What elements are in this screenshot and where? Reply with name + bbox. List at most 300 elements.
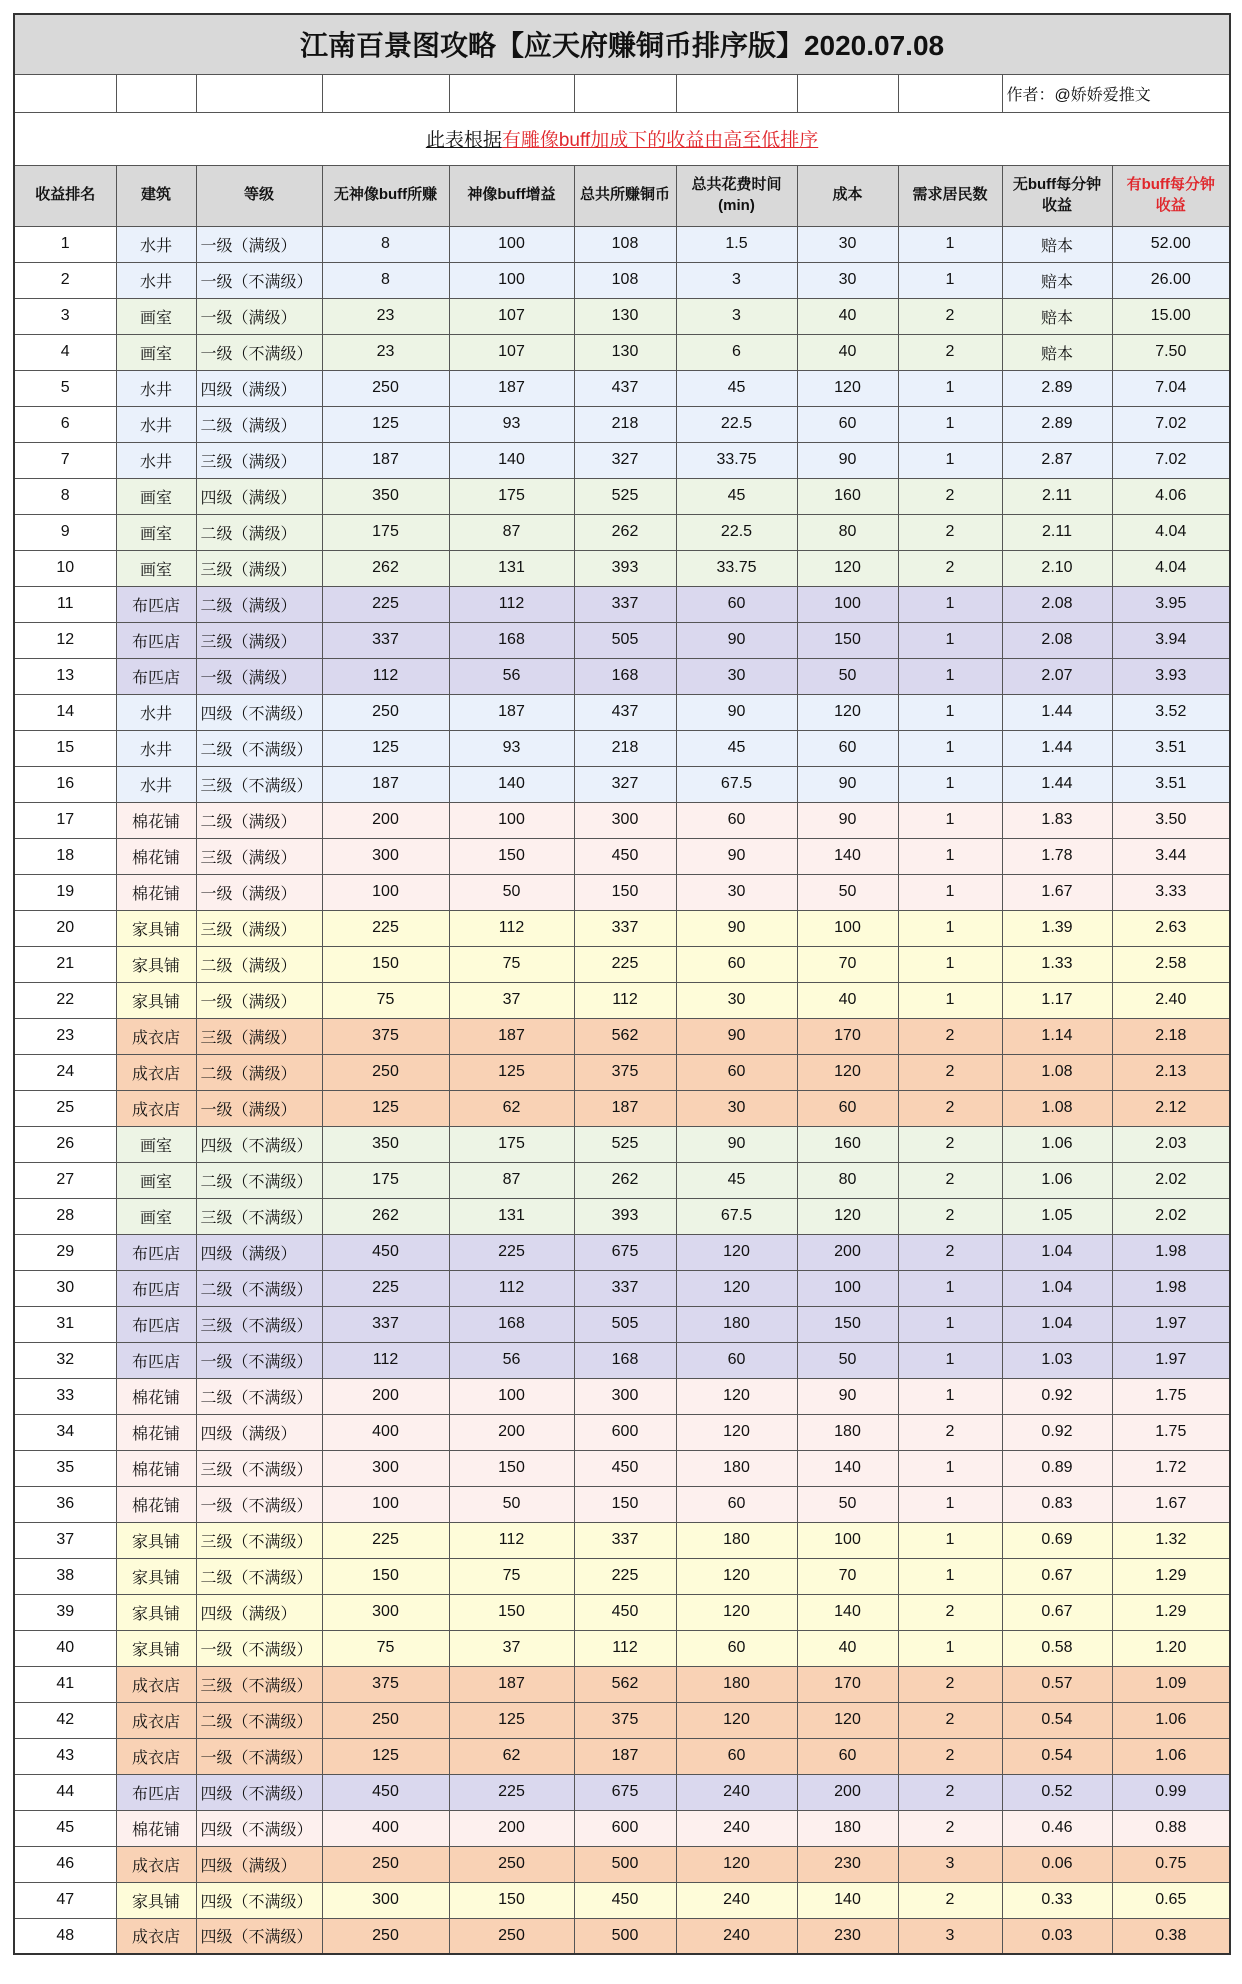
cell-statue-bonus: 93 (449, 730, 574, 766)
cell-building: 成衣店 (116, 1702, 196, 1738)
cell-building: 布匹店 (116, 658, 196, 694)
cell-total-coins: 562 (574, 1666, 676, 1702)
cell-total-time: 90 (676, 1018, 797, 1054)
cell-rate-no-buff: 1.04 (1002, 1234, 1112, 1270)
cell-statue-bonus: 56 (449, 658, 574, 694)
cell-rank: 6 (14, 406, 116, 442)
cell-rate-with-buff: 2.63 (1112, 910, 1230, 946)
cell-base-earnings: 450 (322, 1234, 449, 1270)
table-row (14, 1666, 1230, 1702)
cell-total-coins: 112 (574, 1630, 676, 1666)
cell-base-earnings: 250 (322, 1702, 449, 1738)
empty-cell (898, 74, 1002, 112)
cell-rate-with-buff: 2.03 (1112, 1126, 1230, 1162)
table-note (14, 112, 1230, 165)
cell-cost: 50 (797, 1342, 898, 1378)
cell-base-earnings: 300 (322, 1450, 449, 1486)
empty-cell (196, 74, 322, 112)
table-row (14, 514, 1230, 550)
cell-rank: 39 (14, 1594, 116, 1630)
cell-total-coins: 187 (574, 1090, 676, 1126)
table-row (14, 1702, 1230, 1738)
cell-base-earnings: 225 (322, 1522, 449, 1558)
cell-rate-with-buff: 3.94 (1112, 622, 1230, 658)
cell-rate-no-buff: 0.89 (1002, 1450, 1112, 1486)
cell-rate-with-buff: 1.06 (1112, 1702, 1230, 1738)
cell-building: 布匹店 (116, 622, 196, 658)
cell-total-time: 33.75 (676, 550, 797, 586)
cell-statue-bonus: 250 (449, 1846, 574, 1882)
cell-rank: 36 (14, 1486, 116, 1522)
cell-level: 一级（满级） (196, 298, 322, 334)
cell-level: 二级（不满级） (196, 730, 322, 766)
cell-rate-no-buff: 1.83 (1002, 802, 1112, 838)
cell-residents: 2 (898, 550, 1002, 586)
cell-building: 画室 (116, 1162, 196, 1198)
cell-rate-no-buff: 1.04 (1002, 1270, 1112, 1306)
header-total-time: 总共花费时间 (min) (676, 165, 797, 226)
cell-rate-with-buff: 2.02 (1112, 1162, 1230, 1198)
cell-statue-bonus: 140 (449, 766, 574, 802)
header-rate-no-buff: 无buff每分钟 收益 (1002, 165, 1112, 226)
cell-level: 二级（不满级） (196, 1270, 322, 1306)
header-statue-bonus: 神像buff增益 (449, 165, 574, 226)
cell-rate-with-buff: 1.29 (1112, 1558, 1230, 1594)
cell-residents: 1 (898, 694, 1002, 730)
cell-base-earnings: 112 (322, 658, 449, 694)
cell-statue-bonus: 100 (449, 1378, 574, 1414)
cell-base-earnings: 375 (322, 1018, 449, 1054)
cell-cost: 120 (797, 1054, 898, 1090)
cell-level: 四级（不满级） (196, 1126, 322, 1162)
cell-cost: 40 (797, 1630, 898, 1666)
cell-statue-bonus: 87 (449, 1162, 574, 1198)
cell-rate-with-buff: 0.99 (1112, 1774, 1230, 1810)
cell-rank: 1 (14, 226, 116, 262)
cell-statue-bonus: 112 (449, 1270, 574, 1306)
cell-residents: 1 (898, 1378, 1002, 1414)
cell-total-time: 240 (676, 1810, 797, 1846)
table-row (14, 1918, 1230, 1954)
table-row (14, 802, 1230, 838)
cell-level: 三级（不满级） (196, 1306, 322, 1342)
cell-base-earnings: 187 (322, 442, 449, 478)
cell-statue-bonus: 150 (449, 1450, 574, 1486)
table-row (14, 658, 1230, 694)
cell-cost: 150 (797, 1306, 898, 1342)
cell-rate-with-buff: 1.29 (1112, 1594, 1230, 1630)
cell-total-time: 45 (676, 730, 797, 766)
cell-level: 四级（满级） (196, 370, 322, 406)
cell-total-time: 60 (676, 586, 797, 622)
cell-total-time: 240 (676, 1882, 797, 1918)
cell-total-coins: 130 (574, 298, 676, 334)
cell-base-earnings: 125 (322, 1090, 449, 1126)
cell-total-time: 45 (676, 478, 797, 514)
cell-total-coins: 168 (574, 658, 676, 694)
cell-level: 四级（满级） (196, 1234, 322, 1270)
cell-residents: 1 (898, 874, 1002, 910)
cell-rate-no-buff: 0.58 (1002, 1630, 1112, 1666)
note-row (14, 112, 1230, 165)
cell-building: 棉花铺 (116, 1414, 196, 1450)
table-row (14, 1126, 1230, 1162)
cell-rate-no-buff: 2.89 (1002, 406, 1112, 442)
cell-rate-no-buff: 2.08 (1002, 586, 1112, 622)
cell-residents: 1 (898, 1486, 1002, 1522)
cell-total-time: 60 (676, 1486, 797, 1522)
header-rank: 收益排名 (14, 165, 116, 226)
cell-rate-with-buff: 15.00 (1112, 298, 1230, 334)
cell-total-coins: 218 (574, 406, 676, 442)
header-level: 等级 (196, 165, 322, 226)
cell-residents: 2 (898, 1054, 1002, 1090)
cell-level: 三级（满级） (196, 622, 322, 658)
cell-base-earnings: 450 (322, 1774, 449, 1810)
cell-rank: 9 (14, 514, 116, 550)
table-row (14, 586, 1230, 622)
cell-rate-no-buff: 0.33 (1002, 1882, 1112, 1918)
cell-total-coins: 262 (574, 514, 676, 550)
cell-level: 四级（不满级） (196, 1810, 322, 1846)
cell-residents: 1 (898, 226, 1002, 262)
cell-rate-with-buff: 2.58 (1112, 946, 1230, 982)
cell-level: 三级（不满级） (196, 1450, 322, 1486)
cell-rate-with-buff: 0.65 (1112, 1882, 1230, 1918)
table-row (14, 298, 1230, 334)
cell-level: 四级（满级） (196, 1846, 322, 1882)
cell-rate-no-buff: 0.67 (1002, 1558, 1112, 1594)
cell-rate-with-buff: 52.00 (1112, 226, 1230, 262)
cell-base-earnings: 100 (322, 874, 449, 910)
cell-rank: 32 (14, 1342, 116, 1378)
cell-level: 二级（满级） (196, 1054, 322, 1090)
cell-statue-bonus: 225 (449, 1774, 574, 1810)
cell-building: 水井 (116, 730, 196, 766)
table-row (14, 550, 1230, 586)
cell-rate-with-buff: 1.09 (1112, 1666, 1230, 1702)
cell-building: 成衣店 (116, 1090, 196, 1126)
empty-cell (574, 74, 676, 112)
cell-base-earnings: 175 (322, 1162, 449, 1198)
cell-residents: 2 (898, 1882, 1002, 1918)
cell-statue-bonus: 200 (449, 1810, 574, 1846)
ranking-table (13, 13, 1231, 1955)
cell-cost: 170 (797, 1666, 898, 1702)
cell-building: 画室 (116, 1198, 196, 1234)
cell-rate-with-buff: 7.50 (1112, 334, 1230, 370)
cell-total-coins: 225 (574, 946, 676, 982)
cell-statue-bonus: 131 (449, 550, 574, 586)
cell-base-earnings: 262 (322, 550, 449, 586)
cell-cost: 60 (797, 1090, 898, 1126)
cell-rate-no-buff: 1.44 (1002, 730, 1112, 766)
cell-total-time: 120 (676, 1270, 797, 1306)
cell-residents: 2 (898, 1018, 1002, 1054)
cell-residents: 2 (898, 1774, 1002, 1810)
cell-cost: 140 (797, 1594, 898, 1630)
cell-base-earnings: 125 (322, 406, 449, 442)
cell-total-coins: 337 (574, 1522, 676, 1558)
cell-residents: 1 (898, 586, 1002, 622)
cell-total-coins: 393 (574, 1198, 676, 1234)
cell-statue-bonus: 50 (449, 874, 574, 910)
cell-statue-bonus: 112 (449, 586, 574, 622)
cell-statue-bonus: 37 (449, 982, 574, 1018)
cell-rate-no-buff: 2.10 (1002, 550, 1112, 586)
cell-rank: 11 (14, 586, 116, 622)
cell-rate-no-buff: 0.57 (1002, 1666, 1112, 1702)
cell-residents: 1 (898, 1630, 1002, 1666)
cell-cost: 90 (797, 442, 898, 478)
cell-cost: 180 (797, 1810, 898, 1846)
cell-cost: 160 (797, 478, 898, 514)
table-row (14, 1162, 1230, 1198)
cell-building: 水井 (116, 262, 196, 298)
empty-cell (322, 74, 449, 112)
cell-level: 三级（满级） (196, 910, 322, 946)
cell-rank: 2 (14, 262, 116, 298)
cell-residents: 2 (898, 1126, 1002, 1162)
cell-total-coins: 525 (574, 1126, 676, 1162)
cell-statue-bonus: 112 (449, 1522, 574, 1558)
cell-cost: 140 (797, 1450, 898, 1486)
cell-building: 画室 (116, 1126, 196, 1162)
cell-building: 棉花铺 (116, 802, 196, 838)
table-row (14, 442, 1230, 478)
cell-statue-bonus: 200 (449, 1414, 574, 1450)
cell-base-earnings: 250 (322, 1846, 449, 1882)
cell-total-coins: 600 (574, 1414, 676, 1450)
cell-rate-with-buff: 3.50 (1112, 802, 1230, 838)
cell-rate-with-buff: 1.20 (1112, 1630, 1230, 1666)
cell-statue-bonus: 150 (449, 1594, 574, 1630)
cell-total-time: 90 (676, 910, 797, 946)
cell-rate-with-buff: 3.44 (1112, 838, 1230, 874)
cell-cost: 140 (797, 1882, 898, 1918)
cell-cost: 50 (797, 1486, 898, 1522)
page-title: 江南百景图攻略【应天府赚铜币排序版】2020.07.08 (14, 14, 1230, 74)
table-row (14, 1018, 1230, 1054)
cell-total-coins: 108 (574, 226, 676, 262)
cell-base-earnings: 350 (322, 478, 449, 514)
empty-cell (449, 74, 574, 112)
cell-level: 二级（满级） (196, 802, 322, 838)
cell-statue-bonus: 250 (449, 1918, 574, 1954)
table-body (14, 226, 1230, 1954)
cell-residents: 1 (898, 910, 1002, 946)
cell-total-coins: 108 (574, 262, 676, 298)
cell-rank: 31 (14, 1306, 116, 1342)
cell-rate-with-buff: 1.98 (1112, 1234, 1230, 1270)
cell-statue-bonus: 62 (449, 1090, 574, 1126)
cell-rate-no-buff: 2.89 (1002, 370, 1112, 406)
table-row (14, 226, 1230, 262)
cell-level: 二级（不满级） (196, 1702, 322, 1738)
table-row (14, 262, 1230, 298)
cell-residents: 1 (898, 406, 1002, 442)
cell-building: 水井 (116, 694, 196, 730)
cell-total-coins: 505 (574, 622, 676, 658)
table-row (14, 1270, 1230, 1306)
note-highlight: 有雕像buff加成下的收益由高至低排序 (501, 130, 819, 151)
cell-total-coins: 450 (574, 838, 676, 874)
table-row (14, 1486, 1230, 1522)
cell-residents: 3 (898, 1918, 1002, 1954)
cell-base-earnings: 300 (322, 838, 449, 874)
table-row (14, 910, 1230, 946)
cell-level: 一级（不满级） (196, 1342, 322, 1378)
cell-rate-with-buff: 3.52 (1112, 694, 1230, 730)
cell-building: 家具铺 (116, 982, 196, 1018)
cell-rank: 10 (14, 550, 116, 586)
cell-rate-no-buff: 2.08 (1002, 622, 1112, 658)
cell-rate-no-buff: 0.54 (1002, 1738, 1112, 1774)
cell-total-time: 120 (676, 1378, 797, 1414)
cell-cost: 180 (797, 1414, 898, 1450)
cell-total-time: 45 (676, 370, 797, 406)
cell-statue-bonus: 131 (449, 1198, 574, 1234)
cell-total-coins: 525 (574, 478, 676, 514)
cell-statue-bonus: 93 (449, 406, 574, 442)
table-row (14, 334, 1230, 370)
cell-total-time: 30 (676, 658, 797, 694)
cell-total-time: 60 (676, 1054, 797, 1090)
cell-residents: 2 (898, 514, 1002, 550)
cell-rate-with-buff: 1.97 (1112, 1306, 1230, 1342)
cell-total-time: 90 (676, 622, 797, 658)
cell-building: 布匹店 (116, 1306, 196, 1342)
cell-total-time: 30 (676, 1090, 797, 1126)
table-row (14, 1306, 1230, 1342)
cell-base-earnings: 125 (322, 730, 449, 766)
cell-rate-with-buff: 7.02 (1112, 442, 1230, 478)
cell-rank: 38 (14, 1558, 116, 1594)
cell-level: 一级（满级） (196, 658, 322, 694)
cell-cost: 30 (797, 226, 898, 262)
cell-rate-with-buff: 4.04 (1112, 550, 1230, 586)
table-row (14, 982, 1230, 1018)
cell-cost: 150 (797, 622, 898, 658)
cell-base-earnings: 225 (322, 910, 449, 946)
cell-base-earnings: 200 (322, 802, 449, 838)
cell-total-time: 3 (676, 298, 797, 334)
cell-rank: 44 (14, 1774, 116, 1810)
cell-level: 一级（不满级） (196, 1486, 322, 1522)
cell-residents: 1 (898, 370, 1002, 406)
cell-cost: 100 (797, 586, 898, 622)
cell-total-time: 22.5 (676, 514, 797, 550)
cell-base-earnings: 250 (322, 1918, 449, 1954)
cell-cost: 50 (797, 874, 898, 910)
cell-total-time: 240 (676, 1774, 797, 1810)
cell-building: 水井 (116, 226, 196, 262)
cell-building: 布匹店 (116, 1270, 196, 1306)
cell-rate-with-buff: 1.67 (1112, 1486, 1230, 1522)
cell-rate-with-buff: 1.97 (1112, 1342, 1230, 1378)
cell-level: 三级（不满级） (196, 1522, 322, 1558)
cell-rate-no-buff: 1.44 (1002, 766, 1112, 802)
cell-level: 一级（满级） (196, 1090, 322, 1126)
cell-level: 一级（不满级） (196, 1738, 322, 1774)
table-row (14, 370, 1230, 406)
cell-base-earnings: 250 (322, 1054, 449, 1090)
cell-rate-no-buff: 1.44 (1002, 694, 1112, 730)
cell-level: 三级（满级） (196, 1018, 322, 1054)
cell-rate-no-buff: 赔本 (1002, 262, 1112, 298)
cell-base-earnings: 23 (322, 334, 449, 370)
cell-total-coins: 225 (574, 1558, 676, 1594)
cell-rate-no-buff: 1.39 (1002, 910, 1112, 946)
cell-rank: 47 (14, 1882, 116, 1918)
cell-residents: 2 (898, 298, 1002, 334)
cell-cost: 60 (797, 406, 898, 442)
cell-statue-bonus: 150 (449, 838, 574, 874)
cell-cost: 90 (797, 802, 898, 838)
cell-building: 成衣店 (116, 1738, 196, 1774)
table-row (14, 1558, 1230, 1594)
empty-cell (797, 74, 898, 112)
cell-rate-no-buff: 1.08 (1002, 1054, 1112, 1090)
cell-rate-with-buff: 7.04 (1112, 370, 1230, 406)
cell-base-earnings: 400 (322, 1810, 449, 1846)
cell-total-time: 120 (676, 1846, 797, 1882)
cell-total-time: 180 (676, 1666, 797, 1702)
cell-rate-no-buff: 1.14 (1002, 1018, 1112, 1054)
cell-residents: 2 (898, 1702, 1002, 1738)
cell-rank: 18 (14, 838, 116, 874)
cell-rank: 26 (14, 1126, 116, 1162)
cell-building: 水井 (116, 766, 196, 802)
cell-cost: 100 (797, 1522, 898, 1558)
cell-level: 四级（不满级） (196, 1918, 322, 1954)
cell-base-earnings: 337 (322, 622, 449, 658)
cell-rate-no-buff: 1.06 (1002, 1162, 1112, 1198)
cell-rate-no-buff: 0.46 (1002, 1810, 1112, 1846)
cell-level: 二级（满级） (196, 586, 322, 622)
cell-level: 四级（满级） (196, 478, 322, 514)
cell-building: 成衣店 (116, 1666, 196, 1702)
cell-total-time: 180 (676, 1306, 797, 1342)
cell-rate-with-buff: 1.98 (1112, 1270, 1230, 1306)
cell-residents: 1 (898, 1558, 1002, 1594)
cell-rate-no-buff: 1.78 (1002, 838, 1112, 874)
cell-rank: 28 (14, 1198, 116, 1234)
cell-rate-no-buff: 0.06 (1002, 1846, 1112, 1882)
cell-residents: 2 (898, 1414, 1002, 1450)
cell-total-coins: 505 (574, 1306, 676, 1342)
cell-cost: 160 (797, 1126, 898, 1162)
cell-building: 棉花铺 (116, 1810, 196, 1846)
cell-rate-no-buff: 0.52 (1002, 1774, 1112, 1810)
cell-level: 一级（不满级） (196, 262, 322, 298)
cell-total-time: 3 (676, 262, 797, 298)
cell-statue-bonus: 225 (449, 1234, 574, 1270)
header-row (14, 165, 1230, 226)
cell-rate-with-buff: 2.18 (1112, 1018, 1230, 1054)
cell-residents: 1 (898, 802, 1002, 838)
cell-building: 水井 (116, 406, 196, 442)
cell-base-earnings: 75 (322, 982, 449, 1018)
cell-rank: 21 (14, 946, 116, 982)
cell-total-time: 60 (676, 802, 797, 838)
cell-rate-no-buff: 1.67 (1002, 874, 1112, 910)
cell-level: 一级（满级） (196, 874, 322, 910)
cell-rate-with-buff: 2.02 (1112, 1198, 1230, 1234)
cell-level: 一级（不满级） (196, 1630, 322, 1666)
cell-rank: 37 (14, 1522, 116, 1558)
table-row (14, 1774, 1230, 1810)
